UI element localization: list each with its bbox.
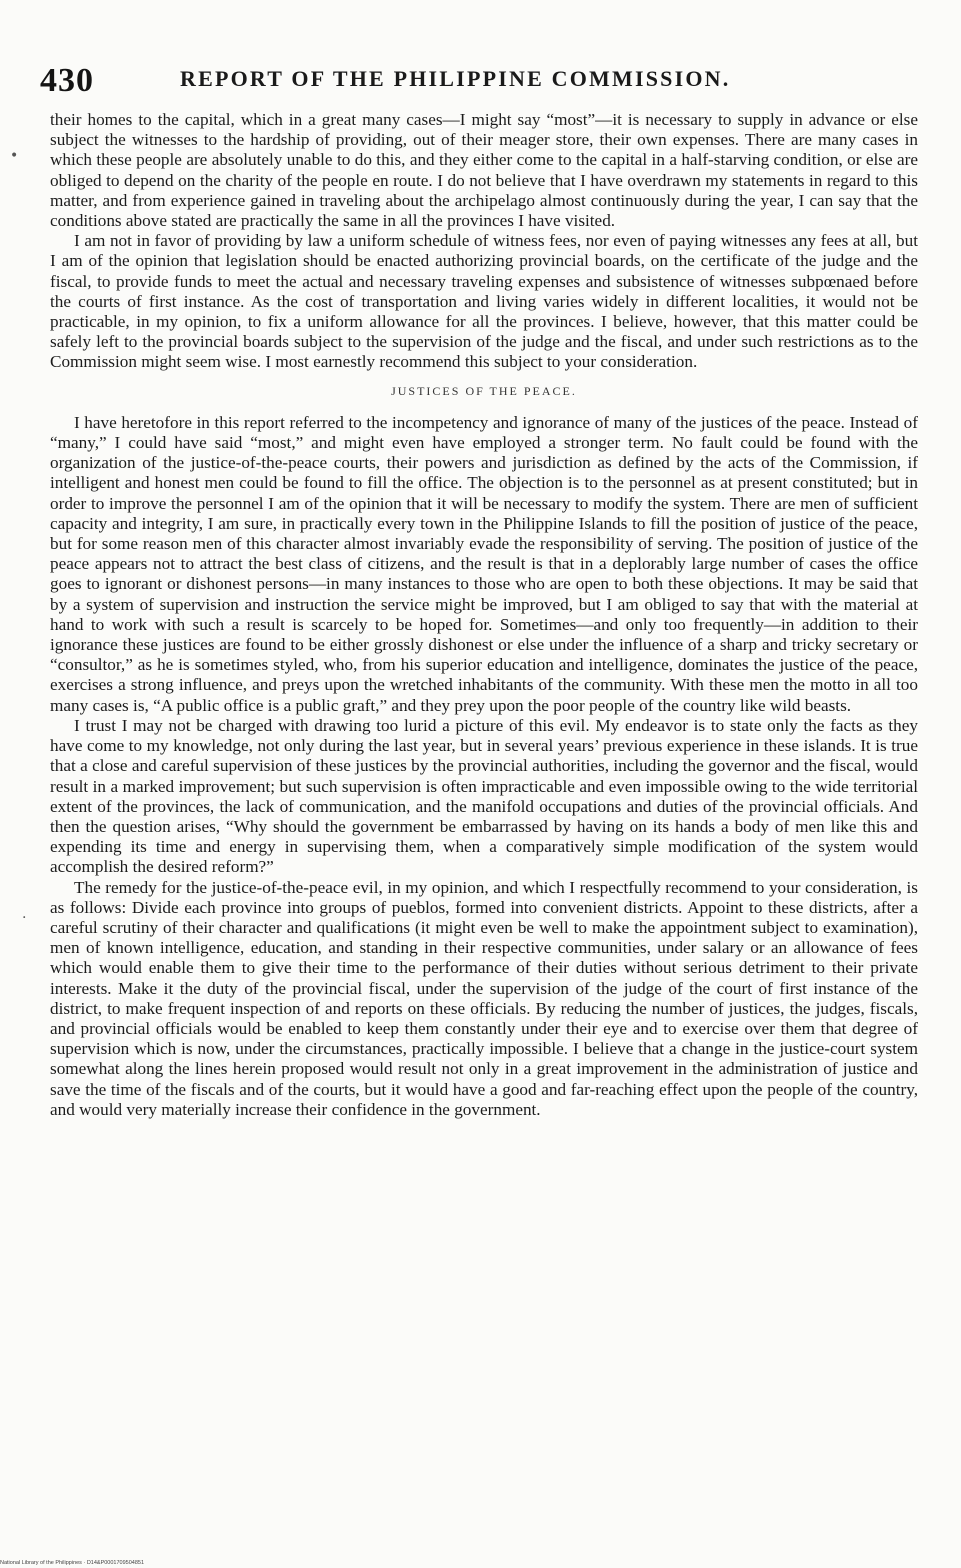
body-text bbox=[50, 110, 918, 1120]
page-number: 430 bbox=[40, 62, 94, 99]
margin-mark: . bbox=[22, 906, 27, 922]
page-header bbox=[40, 56, 901, 106]
paragraph: their homes to the capital, which in a great many cases—I might say “most”—it is necessary to supply in advance or else subject the witnesses to the hardship of providing, out of their meager store, their own expenses. There are many cases in which these people are absolutely unable to do this, and they either come to the capital in a half-starving condition, or else are obliged to depend on the charity of the people en route. I do not believe that I have overdrawn my statements in regard to this matter, and from experience gained in traveling about the archipelago almost continuously during the year, I can say that the conditions above stated are practically the same in all the provinces I have visited. bbox=[50, 110, 918, 231]
paragraph: I am not in favor of providing by law a uniform schedule of witness fees, nor even of paying witnesses any fees at all, but I am of the opinion that legislation should be enacted authorizing provincial boards, on the certificate of the judge and the fiscal, to provide funds to meet the actual and necessary traveling expenses and subsistence of witnesses subpœnaed before the courts of first instance. As the cost of transportation and living varies widely in different localities, it would not be practicable, in my opinion, to fix a uniform allowance for all the provinces. I believe, however, that this matter could be safely left to the provincial boards subject to the supervision of the judge and the fiscal, and under such restrictions as to the Commission might seem wise. I most earnestly recommend this subject to your consideration. bbox=[50, 231, 918, 372]
section-heading: JUSTICES OF THE PEACE. bbox=[391, 383, 577, 398]
paragraph: I have heretofore in this report referred to the incompetency and ignorance of many of the justices of the peace. Instead of “many,” I could have said “most,” and might even have employed a stronger term. No fault could be found with the organization of the justice-of-the-peace courts, their powers and jurisdiction as defined by the acts of the Commission, if intelligent and honest men could be found to fill the office. The objection is to the personnel as at present constituted; but in order to improve the personnel I am of the opinion that it will be necessary to modify the system. There are men of sufficient capacity and integrity, I am sure, in practically every town in the Philippine Islands to fill the position of justice of the peace, but for some reason men of this character almost invariably evade the responsibility of serving. The position of justice of the peace appears not to attract the best class of citizens, and the result is that in a deplorably large number of cases the office goes to ignorant or dishonest persons—in many instances to those who are open to both these objections. It may be said that by a system of supervision and instruction the service might be improved, but I am obliged to say that with the material at hand to work with such a result is scarcely to be hoped for. Sometimes—and only too frequently—in addition to their ignorance these justices are found to be either grossly dishonest or else under the influence of a sharp and tricky secretary or “consultor,” as he is sometimes styled, who, from his superior education and intelligence, dominates the justice of the peace, exercises a strong influence, and preys upon the wretched inhabitants of the community. With these men the motto in all too many cases is, “A public office is a public graft,” and they prey upon the poor people of the country like wild beasts. bbox=[50, 412, 918, 715]
margin-mark: • bbox=[10, 148, 19, 164]
scan-credit: National Library of the Philippines · D14&P0001709504851 bbox=[0, 1560, 145, 1566]
paragraph: The remedy for the justice-of-the-peace evil, in my opinion, and which I respectfully recommend to your consideration, is as follows: Divide each province into groups of pueblos, formed into convenient districts. Appoint to these districts, after a careful scrutiny of their character and qualifications (it might even be well to make the appointment subject to examination), men of known intelligence, education, and standing in their respective communities, under salary or an allowance of fees which would enable them to give their time to the performance of their duties without serious detriment to their private interests. Make it the duty of the provincial fiscal, under the supervision of the judge of the court of first instance of the district, to make frequent inspection of and reports on these officials. By reducing the number of justices, the judges, fiscals, and provincial officials would be enabled to keep them constantly under their eye and to exercise over them that degree of supervision which is now, under the circumstances, practically impossible. I believe that a change in the justice-court system somewhat along the lines herein proposed would result not only in a great improvement in the administration of justice and save the time of the fiscals and of the courts, but it would have a good and far-reaching effect upon the people of the country, and would very materially increase their confidence in the government. bbox=[50, 877, 918, 1119]
running-head: REPORT OF THE PHILIPPINE COMMISSION. bbox=[180, 66, 731, 91]
paragraph: I trust I may not be charged with drawing too lurid a picture of this evil. My endeavor is to state only the facts as they have come to my knowledge, not only during the last year, but in several years’ previous experience in these islands. It is true that a close and careful supervision of these justices by the provincial authorities, including the governor and the fiscal, would result in a marked improvement; but such supervision is often impracticable and even impossible owing to the wide territorial extent of the provinces, the lack of communication, and the manifold occupations and duties of the provincial officials. And then the question arises, “Why should the government be embarrassed by having on its hands a body of men like this and expending its time and energy in supervising them, when a comparatively simple modification of the system would accomplish the desired reform?” bbox=[50, 715, 918, 877]
